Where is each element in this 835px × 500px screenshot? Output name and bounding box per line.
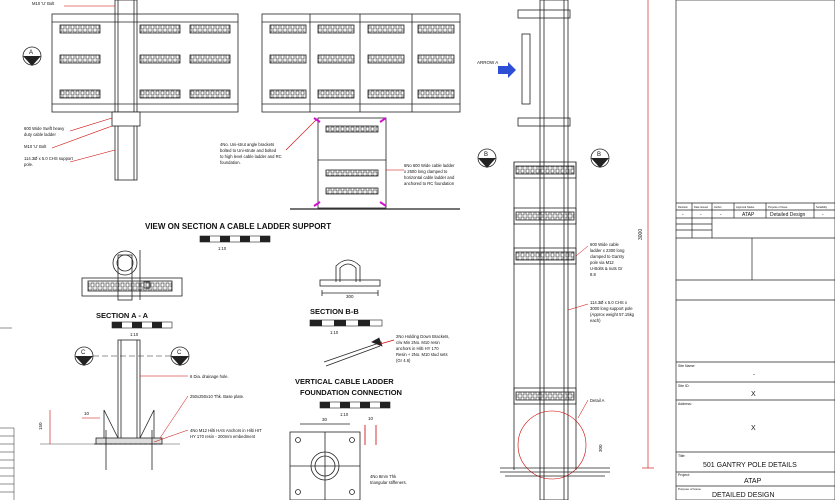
rev-header-0: Revision [678, 206, 688, 209]
note-ladder2300-line5: U-Bolts & nuts Gr [590, 266, 623, 271]
base-detail-drawing [40, 340, 180, 470]
base-plate-plan [290, 424, 376, 500]
note-ladder2300-line2: ladder x 2300 long [590, 248, 625, 253]
scale-bar-2 [112, 322, 172, 337]
marker-label-b-right: B [597, 152, 602, 158]
note-anchors-line1: 4No M12 Hilti HAS Anchors in Hilti HIT [190, 428, 262, 433]
note-pole-line1: 114.3Ø x 5.0 CHS support [24, 156, 73, 161]
rev-cell-3: ATAP [742, 212, 755, 218]
section-marker-c-left [75, 347, 93, 366]
project-value: ATAP [744, 478, 762, 485]
cable-ladder-support-view [52, 0, 460, 209]
title-value: 501 GANTRY POLE DETAILS [703, 462, 797, 469]
left-edge-table-stub [0, 328, 14, 500]
purpose-value: DETAILED DESIGN [712, 492, 775, 499]
site-id-label: Site ID: [678, 384, 690, 388]
note-pole3000-line1: 114.3Ø x 5.0 CHS x [590, 300, 627, 305]
scale-bar-1 [200, 236, 270, 251]
marker-label-b-left: B [484, 152, 489, 158]
dim-3000: 3000 [638, 228, 644, 240]
rev-cell-1: - [700, 212, 702, 218]
site-name-value: - [753, 372, 755, 378]
note-hd-line3: anchors in Hilti HY 170 [396, 346, 439, 351]
note-u-bolt: M10 'U' Bolt [24, 144, 47, 149]
rev-header-2: Author [714, 206, 722, 209]
scale-bar-4 [320, 402, 390, 417]
dim-300-section-b: 300 [346, 294, 354, 299]
rev-header-5: Suitability [816, 206, 828, 209]
note-ladder-line1: 600 Wide Swift heavy [24, 126, 65, 131]
note-u-bolt-top: M10 'U' Bolt [32, 1, 55, 6]
note-ladder-line2: duty cable ladder [24, 132, 56, 137]
note-hd-line5: (Gr 4.6) [396, 358, 411, 363]
gantry-pole-elevation [500, 0, 654, 500]
title-view-section-a: VIEW ON SECTION A CABLE LADDER SUPPORT [145, 222, 332, 231]
scale-bar-3 [310, 320, 382, 335]
title-vertical-1: VERTICAL CABLE LADDER [295, 377, 394, 386]
dim-150: 150 [38, 422, 43, 430]
rev-header-4: Purpose of Issue [768, 206, 788, 209]
purpose-label: Purpose of Issue: [678, 487, 702, 491]
section-marker-b-left [478, 149, 496, 168]
marker-label-c-left: C [81, 350, 86, 356]
note-drainage: 6 Dia. drainage hole. [190, 374, 229, 379]
arrow-a-label: ARROW A [477, 60, 499, 65]
note-unistrut-line1: 4No. Uni-strut angle brackets [220, 142, 275, 147]
note-anchors-line2: HY 170 resin - 200mm embedment [190, 434, 256, 439]
section-marker-b-right [591, 149, 609, 168]
section-b-b-drawing [320, 260, 380, 296]
note-detail-a: Detail A [590, 398, 605, 403]
address-label: Address: [678, 402, 692, 406]
project-label: Project: [678, 473, 690, 477]
site-name-label: Site Name: [678, 364, 696, 368]
scale-label-2: 1:10 [130, 332, 139, 337]
revision-headers [678, 205, 828, 209]
arrow-a [477, 60, 516, 78]
marker-label-a: A [29, 50, 34, 56]
note-stiffener-line2: triangular stiffeners. [370, 480, 407, 485]
note-6no-line4: anchored to RC foundation [404, 181, 455, 186]
title-label: Title: [678, 454, 686, 458]
note-pole3000-line4: each) [590, 318, 601, 323]
title-section-a-a: SECTION A - A [96, 311, 149, 320]
leader-lines-base [140, 376, 188, 442]
note-hd-line2: c/w Min 2No. M10 resin [396, 340, 440, 345]
dim-10: 10 [84, 411, 90, 416]
note-6no-line1: 6No 600 Wide cable ladder [404, 163, 455, 168]
rev-header-3: Approval Status [736, 206, 755, 209]
note-6no-line3: horizontal cable ladder and [404, 175, 455, 180]
note-6no-line2: x 2500 long clamped to [404, 169, 448, 174]
dim-30: 30 [322, 417, 328, 422]
note-unistrut-line3: to high level cable ladder and RC [220, 154, 282, 159]
note-pole-line2: pole. [24, 162, 34, 167]
section-marker-c-right [171, 347, 189, 366]
note-ladder2300-line3: clamped to Gantry [590, 254, 625, 259]
section-a-a-drawing [82, 250, 182, 300]
note-ladder2300-line4: pole via M12 [590, 260, 614, 265]
note-pole3000-line2: 3000 long support pole [590, 306, 633, 311]
scale-label-4: 1:10 [340, 412, 349, 417]
rev-cell-5: - [822, 212, 824, 218]
revision-row [682, 212, 824, 218]
title-vertical-2: FOUNDATION CONNECTION [300, 388, 402, 397]
foundation-connection-sketch [324, 338, 394, 366]
rev-cell-2: - [720, 212, 722, 218]
note-pole3000-line3: (Approx weight 57.15kg [590, 312, 634, 317]
note-ladder2300-line1: 600 Wide cable [590, 242, 619, 247]
dim-10-b: 10 [368, 416, 374, 421]
scale-label-1: 1:10 [218, 246, 227, 251]
note-stiffener-line1: 4No 8mm Thk [370, 474, 397, 479]
rev-cell-4: Detailed Design [770, 212, 806, 218]
rev-header-1: Date Issued [694, 206, 708, 209]
address-value: X [751, 425, 756, 432]
rev-cell-0: - [682, 212, 684, 218]
note-hd-line1: 2No Holding Down Brackets, [396, 334, 450, 339]
scale-label-3: 1:10 [330, 330, 339, 335]
section-marker-a [23, 47, 41, 66]
marker-label-c-right: C [177, 350, 182, 356]
title-block-fields [678, 364, 797, 499]
site-id-value: X [751, 391, 756, 398]
dim-300-detail: 300 [598, 444, 603, 452]
note-base-plate: 250x250x10 Thk. Base plate. [190, 394, 245, 399]
note-ladder2300-line6: 8.8 [590, 272, 596, 277]
note-hd-line4: Resin + 2No. M10 stud sets [396, 352, 448, 357]
note-unistrut-line2: bolted to Uni-strute and bolted [220, 148, 277, 153]
note-unistrut-line4: foundation. [220, 160, 241, 165]
title-section-b-b: SECTION B-B [310, 307, 359, 316]
